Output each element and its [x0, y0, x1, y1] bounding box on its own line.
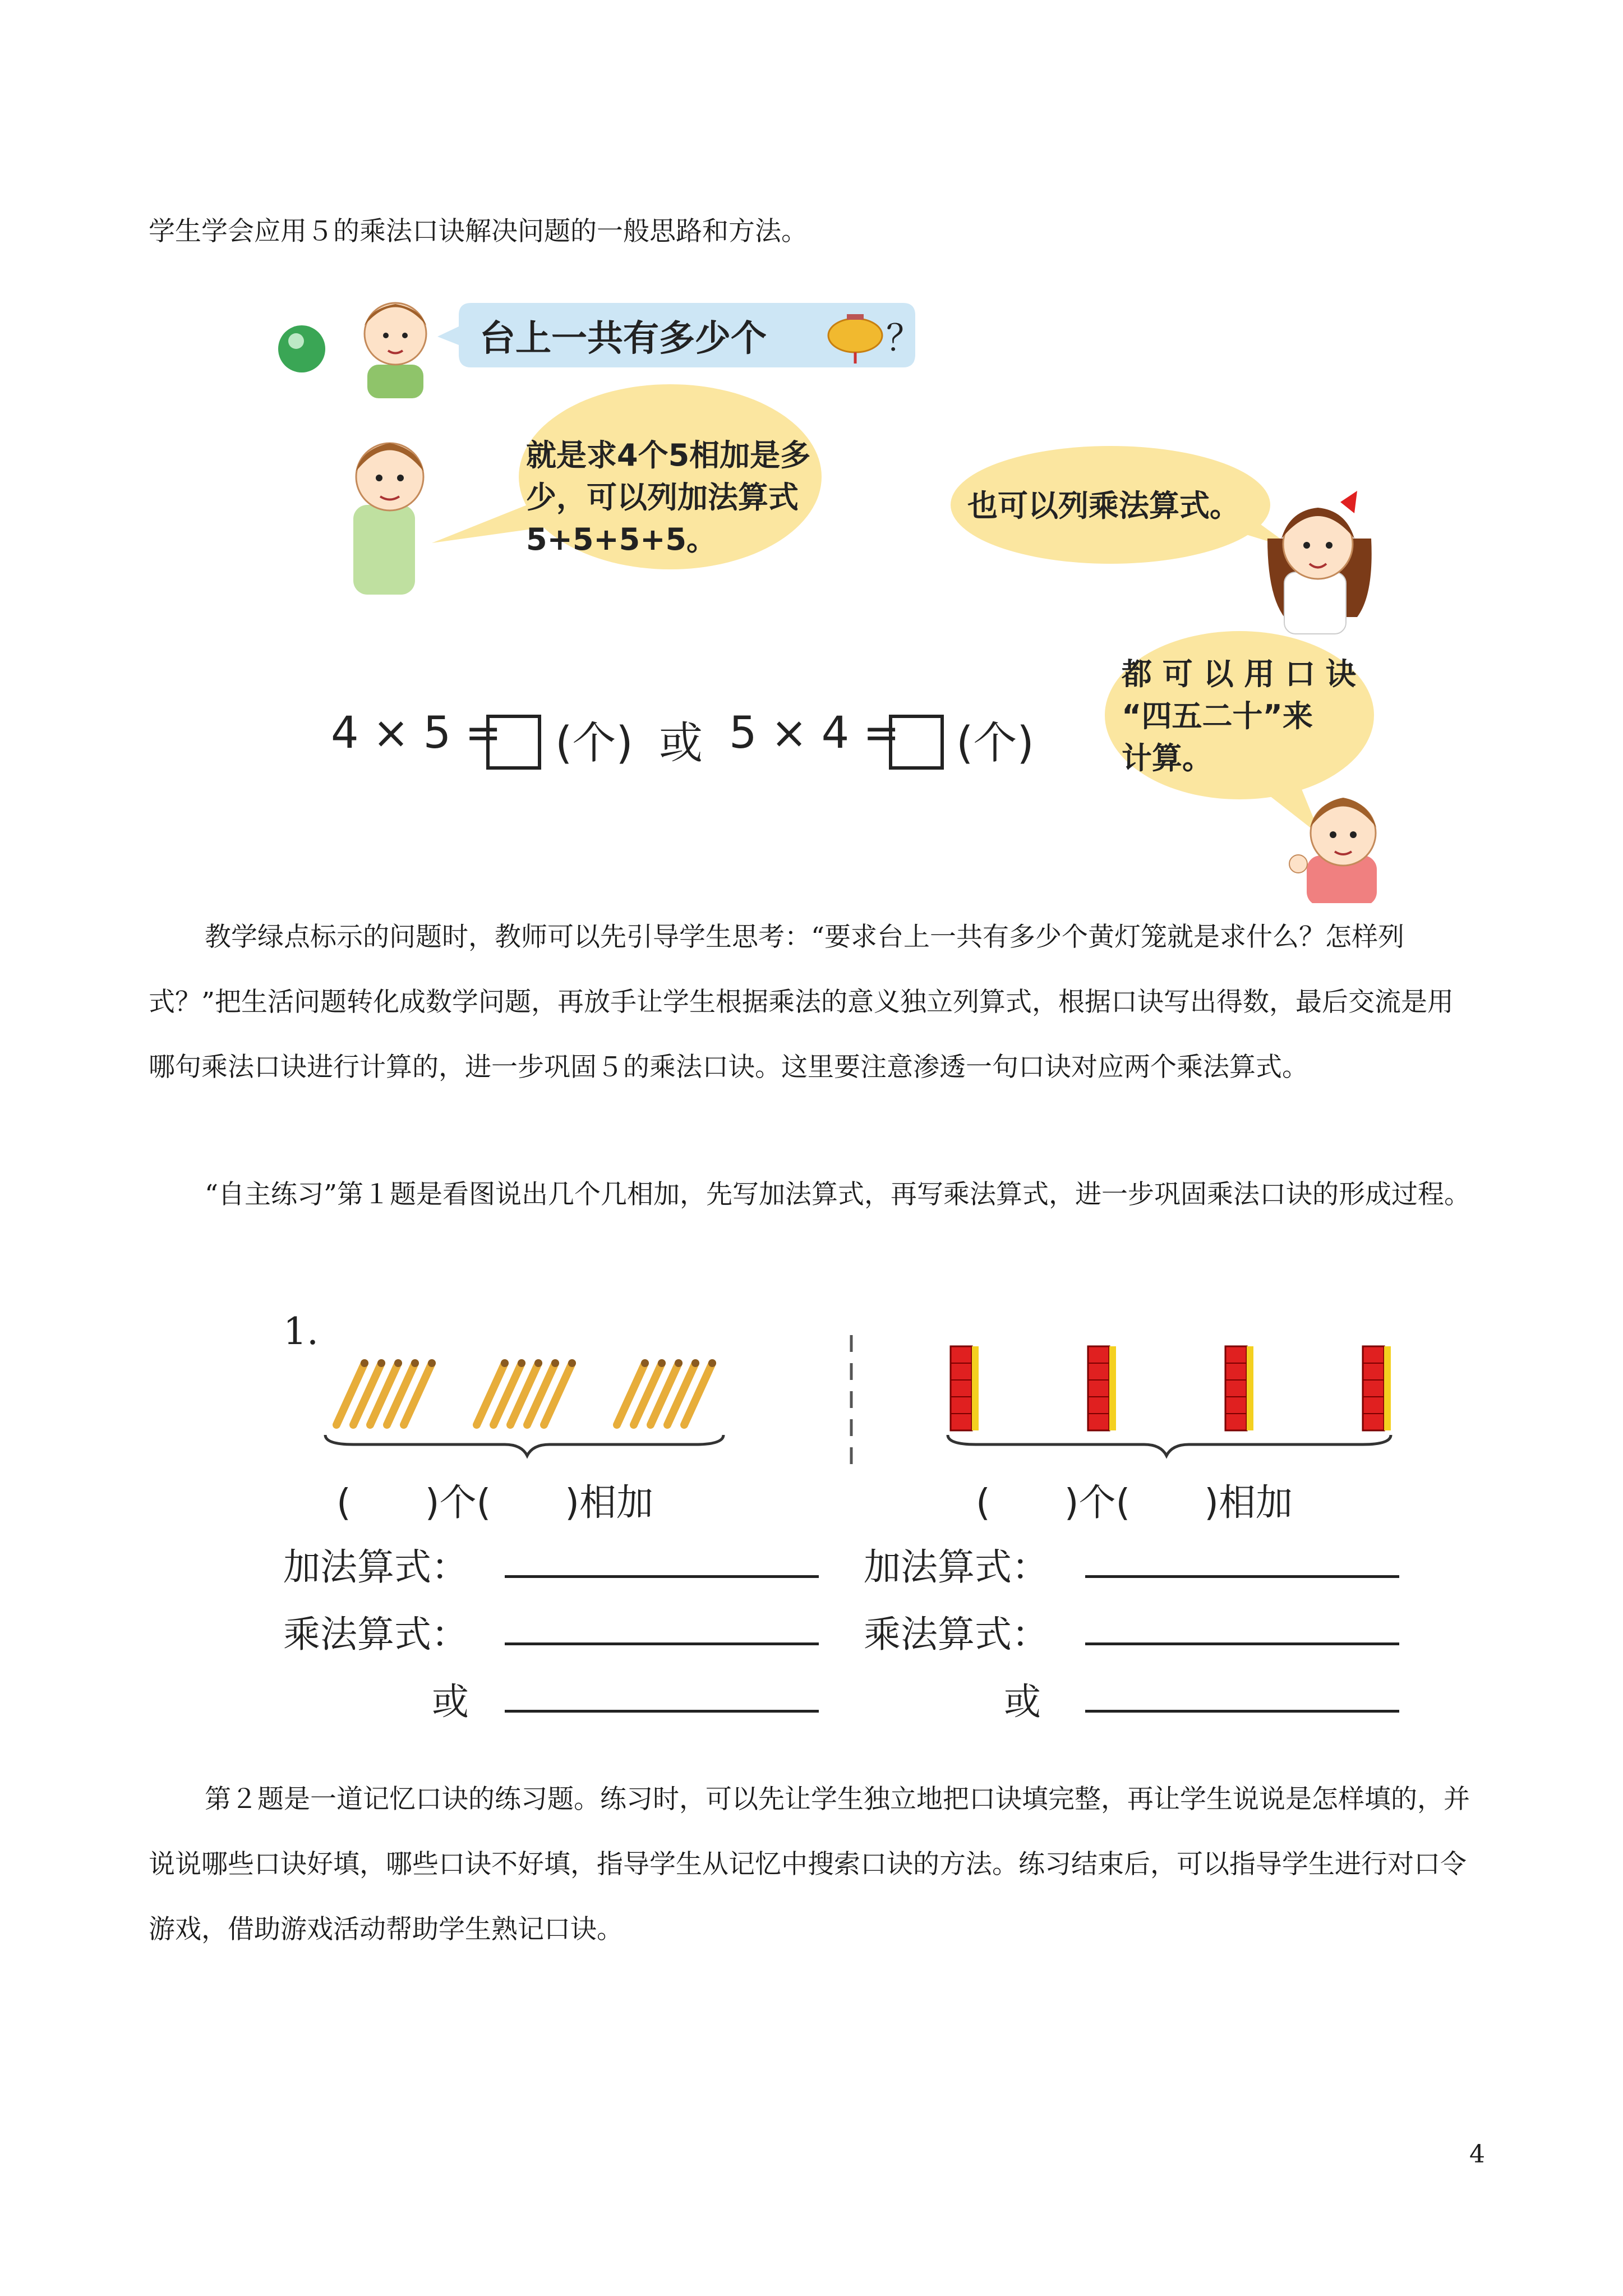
paragraph-3: 第２题是一道记忆口诀的练习题。练习时，可以先让学生独立地把口诀填完整，再让学生说说是怎样填的，并说说哪些口诀好填，哪些口诀不好填，指导学生从记忆中搜索口诀的方法。练习结束后，可以指导学生进行对口令游戏，借助游戏活动帮助学生熟记口诀。 — [149, 1784, 1470, 1945]
girl-avatar — [1267, 491, 1372, 634]
unit-label-1: (个) — [555, 718, 633, 769]
right-or-blank — [1085, 1710, 1399, 1713]
right-addition-blank — [1085, 1575, 1399, 1578]
exercise-pictures — [303, 1335, 1424, 1475]
right-or-label: 或 — [1004, 1680, 1041, 1723]
equation-left: 4 × 5 = — [331, 708, 502, 758]
green-dot-icon — [278, 325, 325, 372]
svg-text:就是求4个5相加是多: 就是求4个5相加是多 — [526, 438, 811, 473]
svg-text:都 可 以 用 口 诀: 都 可 以 用 口 诀 — [1122, 656, 1356, 692]
girl-speech-text: 也可以列乘法算式。 — [967, 488, 1240, 523]
textbook-scene-illustration — [258, 280, 1436, 903]
svg-text:少，可以列加法算式: 少，可以列加法算式 — [526, 480, 799, 515]
right-addition-label: 加法算式： — [864, 1545, 1049, 1589]
right-group-label: ( )个( )相加 — [976, 1481, 1293, 1524]
boy-avatar-top — [365, 303, 426, 398]
matchsticks-group-1 — [336, 1363, 432, 1425]
matchsticks-group-2 — [477, 1363, 572, 1425]
left-or-label: 或 — [432, 1680, 469, 1723]
brace-right — [948, 1435, 1391, 1456]
right-multiplication-blank — [1085, 1642, 1399, 1645]
brace-left — [325, 1435, 723, 1456]
page-number: 4 — [1469, 2140, 1485, 2169]
intro-line: 学生学会应用５的乘法口诀解决问题的一般思路和方法。 — [149, 216, 808, 247]
exercise-number: 1. — [283, 1310, 319, 1353]
left-multiplication-blank — [505, 1642, 819, 1645]
left-addition-blank — [505, 1575, 819, 1578]
svg-text:5+5+5+5。: 5+5+5+5。 — [526, 522, 717, 557]
left-group-label: ( )个( )相加 — [336, 1481, 653, 1524]
question-text: 台上一共有多少个 — [479, 318, 767, 360]
or-word: 或 — [659, 718, 703, 769]
unit-label-2: (个) — [956, 718, 1034, 769]
matchsticks-group-3 — [617, 1363, 712, 1425]
svg-text:“四五二十”来: “四五二十”来 — [1122, 698, 1313, 734]
left-or-blank — [505, 1710, 819, 1713]
cube-towers — [951, 1346, 1391, 1430]
svg-text:计算。: 计算。 — [1122, 740, 1212, 776]
boy-avatar-middle — [353, 443, 423, 595]
question-mark: ？ — [886, 318, 922, 360]
equation-right: 5 × 4 = — [729, 708, 900, 758]
left-addition-label: 加法算式： — [283, 1545, 468, 1589]
paragraph-1: 教学绿点标示的问题时，教师可以先引导学生思考：“要求台上一共有多少个黄灯笼就是求什么？怎样列式？”把生活问题转化成数学问题，再放手让学生根据乘法的意义独立列算式，根据口诀写出得数，最后交流是用哪句乘法口诀进行计算的，进一步巩固５的乘法口诀。这里要注意渗透一句口诀对应两个乘法算式。 — [149, 922, 1454, 1083]
right-multiplication-label: 乘法算式： — [864, 1613, 1049, 1656]
paragraph-2: “自主练习”第１题是看图说出几个几相加，先写加法算式，再写乘法算式，进一步巩固乘法口诀的形成过程。 — [205, 1179, 1471, 1210]
left-multiplication-label: 乘法算式： — [283, 1613, 468, 1656]
